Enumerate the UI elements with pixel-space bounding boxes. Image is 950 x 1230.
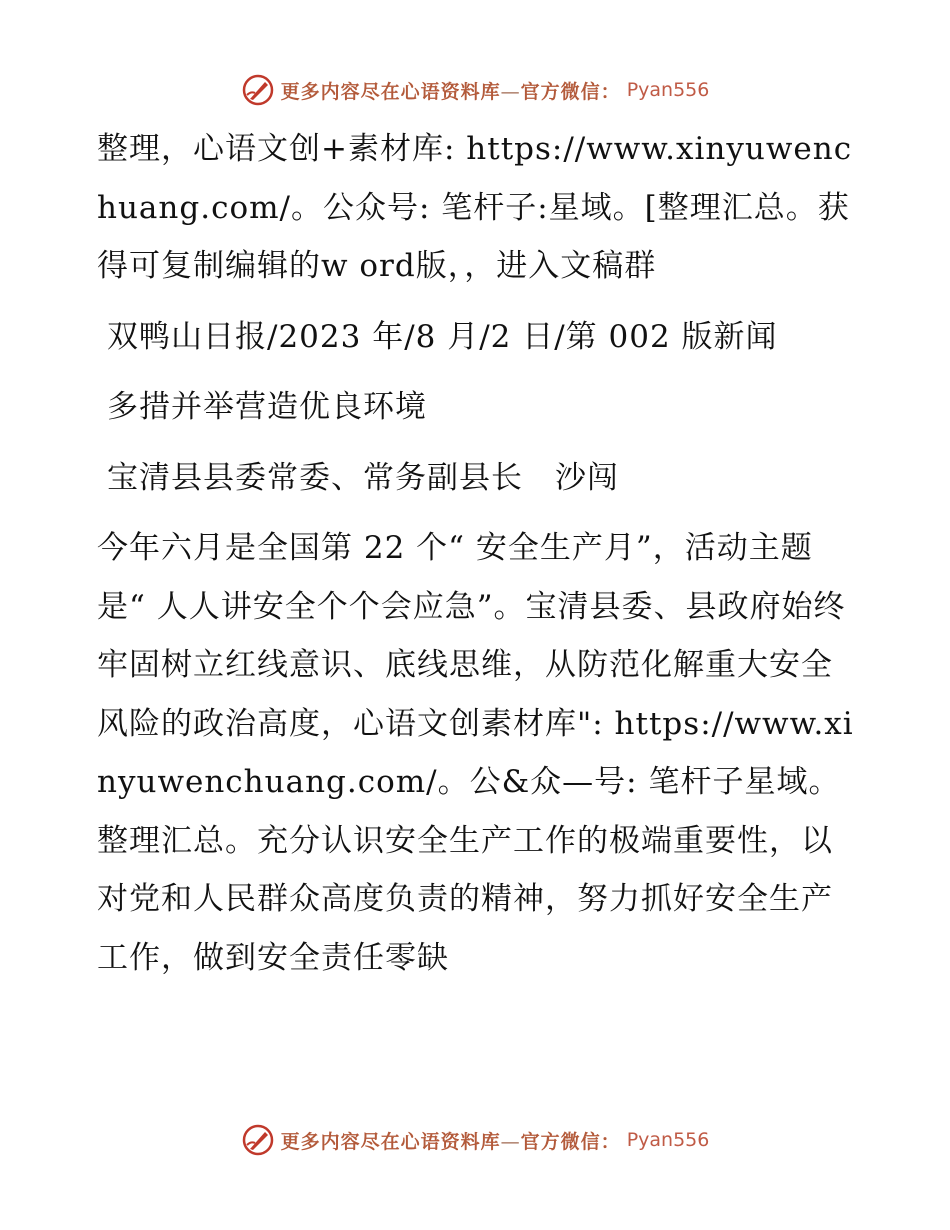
footer-site-text <box>281 1127 621 1154</box>
footer-wechat-label: 官方微信： <box>520 1130 621 1153</box>
header-wechat-label: 官方微信： <box>520 80 621 103</box>
header-site-text <box>281 77 621 104</box>
header-wechat-id: Pyan556 <box>626 79 710 101</box>
header-site-name: 更多内容尽在心语资料库 <box>280 80 501 103</box>
header-banner <box>0 70 950 110</box>
quill-logo-icon <box>241 73 275 107</box>
source-line: 双鸭山日报/2023 年/8 月/2 日/第 002 版新闻 <box>107 318 778 355</box>
headline: 多措并举营造优良环境 <box>107 389 427 425</box>
document-body <box>97 120 857 999</box>
body-paragraph: 今年六月是全国第 22 个“ 安全生产月”，活动主题是“ 人人讲安全个个会应急”。宝清县委、县政府始终牢固树立红线意识、底线思维，从防范化解重大安全风险的政治高度，心语文创素材库": https://www.xinyuwenchuang.com/。公&众—号: 笔杆子星域。整理汇总。充分认识安全生产工作的极端重要性，以对党和人民群众高度负责的精神，努力抓好安全生产工作，做到安全责任零缺 <box>97 530 854 976</box>
footer-wechat-id: Pyan556 <box>626 1129 710 1151</box>
footer-separator: — <box>500 1130 521 1153</box>
header-separator: — <box>500 80 521 103</box>
quill-logo-icon <box>241 1123 275 1157</box>
footer-banner <box>0 1120 950 1160</box>
byline: 宝清县县委常委、常务副县长 沙闯 <box>107 459 619 496</box>
intro-note: 整理，心语文创+素材库: https://www.xinyuwenchuang.com/。公众号: 笔杆子:星域。[整理汇总。获得可复制编辑的w ord版，，进入文稿群 <box>97 131 853 284</box>
footer-site-name: 更多内容尽在心语资料库 <box>280 1130 501 1153</box>
